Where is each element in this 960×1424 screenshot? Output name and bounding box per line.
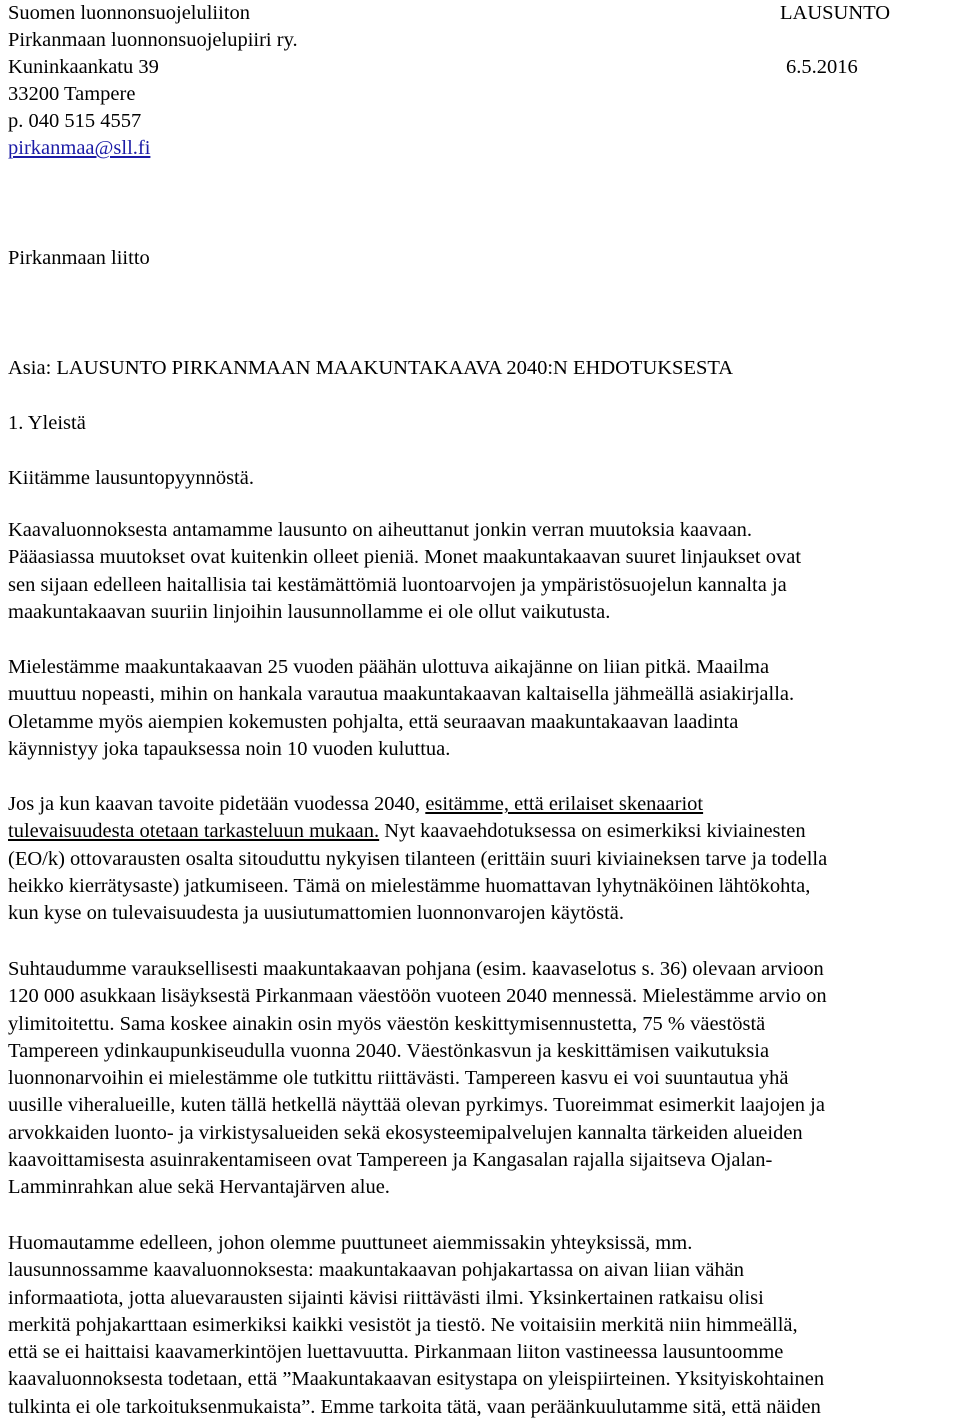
paragraph-line: arvokkaiden luonto- ja virkistysalueiden sekä ekosysteemipalvelujen kannalta tärkeiden alueiden — [8, 1121, 803, 1144]
paragraph-5 — [8, 1230, 958, 1421]
paragraph-line: Oletamme myös aiempien kokemusten pohjalta, että seuraavan maakuntakaavan laadinta — [8, 710, 739, 733]
paragraph-line: kun kyse on tulevaisuudesta ja uusiutumattomien luonnonvarojen käytöstä. — [8, 902, 625, 925]
paragraph-line: että se ei haittaisi kaavamerkintöjen luettavuutta. Pirkanmaan liiton vastineessa lausuntoomme — [8, 1341, 784, 1364]
paragraph-line: käynnistyy joka tapauksessa noin 10 vuoden kuluttua. — [8, 737, 451, 760]
sender-district: Pirkanmaan luonnonsuojelupiiri ry. — [8, 29, 298, 51]
document-date: 6.5.2016 — [786, 56, 858, 78]
paragraph-3 — [8, 791, 958, 927]
paragraph-line: Huomautamme edelleen, johon olemme puuttuneet aiemmissakin yhteyksissä, mm. — [8, 1232, 693, 1254]
paragraph-line: merkitä pohjakarttaan esimerkiksi kaikki vesistöt ja tiestö. Ne voitaisiin merkitä niin himmeällä, — [8, 1313, 798, 1336]
sender-email-row — [8, 135, 952, 162]
paragraph-line: Lamminrahkan alue sekä Hervantajärven alue. — [8, 1176, 390, 1199]
paragraph-text: Jos ja kun kaavan tavoite pidetään vuodessa 2040, — [8, 793, 426, 815]
paragraph-line: ylimitoitettu. Sama koskee ainakin osin myös väestön keskittymisennustetta, 75 % väestöstä — [8, 1012, 766, 1035]
paragraph-line: Suhtaudumme varauksellisesti maakuntakaavan pohjana (esim. kaavaselotus s. 36) olevaan arvioon — [8, 958, 824, 980]
sender-phone-row — [8, 108, 952, 135]
paragraph-line: Tampereen ydinkaupunkiseudulla vuonna 2040. Väestönkasvun ja keskittämisen vaikutuksia — [8, 1039, 770, 1062]
paragraph-line: Pääasiassa muutokset ovat kuitenkin olleet pieniä. Monet maakuntakaavan suuret linjaukset ovat — [8, 546, 802, 569]
paragraph-line: muuttuu nopeasti, mihin on hankala varautua maakuntakaavan kaltaisella jähmeällä asiakirjalla. — [8, 683, 795, 706]
paragraph-line: Mielestämme maakuntakaavan 25 vuoden päähän ulottuva aikajänne on liian pitkä. Maailma — [8, 656, 770, 678]
paragraph-1 — [8, 517, 958, 626]
paragraph-text: Nyt kaavaehdotuksessa on esimerkiksi kiviainesten — [379, 820, 806, 843]
sender-district-row — [8, 27, 952, 54]
paragraph-line: maakuntakaavan suuriin linjoihin lausunnollamme ei ole ollut vaikutusta. — [8, 600, 611, 623]
paragraph-line: Kaavaluonnoksesta antamamme lausunto on aiheuttanut jonkin verran muutoksia kaavaan. — [8, 519, 753, 541]
paragraph-line: (EO/k) ottovarausten osalta sitouduttu nykyisen tilanteen (erittäin suuri kiviaineksen tarve ja todella — [8, 847, 828, 870]
subject-line: Asia: LAUSUNTO PIRKANMAAN MAAKUNTAKAAVA 2040:N EHDOTUKSESTA — [8, 357, 734, 379]
paragraph-line: heikko kierrätysaste) jatkumiseen. Tämä on mielestämme huomattavan lyhytnäköinen lähtökohta, — [8, 874, 811, 897]
paragraph-line: tulkinta ei ole tarkoituksenmukaista”. Emme tarkoita tätä, vaan peräänkuulutamme sitä, että näiden — [8, 1395, 821, 1418]
paragraph-line — [8, 818, 958, 845]
paragraph-2 — [8, 654, 958, 763]
sender-org-row — [8, 0, 952, 27]
sender-street: Kuninkaankatu 39 — [8, 56, 159, 78]
underlined-text: esitämme, että erilaiset skenaariot — [425, 793, 704, 815]
sender-street-row — [8, 54, 952, 81]
thanks-line: Kiitämme lausuntopyynnöstä. — [8, 467, 254, 489]
paragraph-line: 120 000 asukkaan lisäyksestä Pirkanmaan väestöön vuoteen 2040 mennessä. Mielestämme arvio on — [8, 985, 827, 1008]
paragraph-line: informaatiota, jotta aluevarausten sijainti kävisi riittävästi ilmi. Yksinkertainen ratkaisu olisi — [8, 1286, 764, 1309]
letter-header — [8, 0, 952, 162]
section-heading: 1. Yleistä — [8, 412, 86, 434]
sender-org: Suomen luonnonsuojeluliiton — [8, 2, 251, 24]
paragraph-line: kaavoittamisesta asuinrakentamiseen ovat Tampereen ja Kangasalan rajalla sijaitseva Ojalan- — [8, 1149, 773, 1172]
sender-email-link[interactable]: pirkanmaa@sll.fi — [8, 137, 151, 159]
sender-phone: p. 040 515 4557 — [8, 110, 142, 132]
sender-postal-row — [8, 81, 952, 108]
document-type: LAUSUNTO — [780, 2, 891, 24]
paragraph-line: uusille viheralueille, kuten tällä hetkellä näyttää olevan pyrkimys. Tuoreimmat esimerkit laajojen ja — [8, 1094, 825, 1117]
sender-postal: 33200 Tampere — [8, 83, 136, 105]
underlined-text: tulevaisuudesta otetaan tarkasteluun mukaan. — [8, 820, 380, 843]
paragraph-line: lausunnossamme kaavaluonnoksesta: maakuntakaavan pohjakartassa on aivan liian vähän — [8, 1259, 745, 1282]
paragraph-line — [8, 791, 958, 818]
paragraph-line: kaavaluonnoksesta todetaan, että ”Maakuntakaavan esitystapa on yleispiirteinen. Yksityiskohtainen — [8, 1368, 825, 1391]
paragraph-line: luonnonarvoihin ei mielestämme ole tutkittu riittävästi. Tampereen kasvu ei voi suuntautua yhä — [8, 1067, 789, 1090]
paragraph-line: sen sijaan edelleen haitallisia tai kestämättömiä luontoarvojen ja ympäristösuojelun kannalta ja — [8, 573, 787, 596]
paragraph-4 — [8, 956, 958, 1202]
recipient: Pirkanmaan liitto — [8, 247, 150, 269]
